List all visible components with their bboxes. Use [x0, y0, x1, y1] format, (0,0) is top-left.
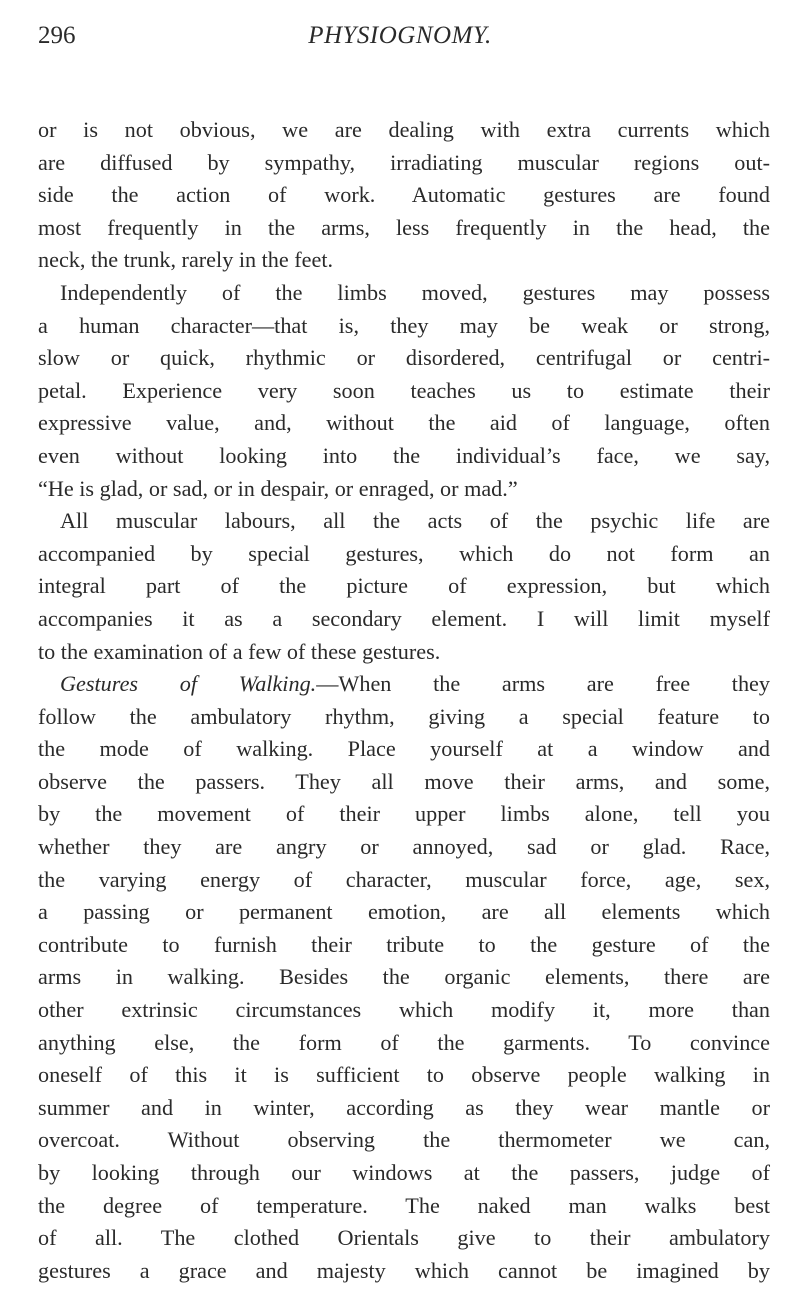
text-line — [38, 375, 770, 408]
line-text: a human character—that is, they may be weak or strong, — [38, 312, 770, 338]
line-text: the mode of walking. Place yourself at a window and — [38, 736, 770, 762]
text-line — [38, 929, 770, 962]
text-line — [38, 961, 770, 994]
line-text: oneself of this it is sufficient to observe people walking in — [38, 1062, 770, 1088]
text-line — [38, 407, 770, 440]
line-text: or is not obvious, we are dealing with extra currents which — [38, 117, 770, 142]
text-line — [38, 147, 770, 180]
line-text: summer and in winter, according as they wear mantle or — [38, 1094, 770, 1120]
text-line — [38, 440, 770, 473]
line-text: contribute to furnish their tribute to the gesture of the — [38, 931, 770, 957]
running-title: PHYSIOGNOMY. — [308, 22, 492, 49]
line-text: to the examination of a few of these gestures. — [38, 638, 441, 664]
text-line — [38, 864, 770, 897]
line-text: the varying energy of character, muscular force, age, sex, — [38, 866, 770, 892]
line-text: even without looking into the individual’s face, we say, — [38, 442, 770, 468]
text-line — [38, 570, 770, 603]
text-line — [38, 1124, 770, 1157]
line-text: expressive value, and, without the aid of language, often — [38, 410, 770, 436]
line-text: gestures a grace and majesty which cannot be imagined by — [38, 1257, 770, 1283]
text-line — [38, 1157, 770, 1190]
text-line — [38, 668, 770, 701]
line-text: All muscular labours, all the acts of the psychic life are — [60, 508, 770, 534]
page-number: 296 — [38, 22, 76, 49]
line-text: —When the arms are free they — [316, 671, 770, 697]
text-line — [38, 701, 770, 734]
line-text: neck, the trunk, rarely in the feet. — [38, 247, 334, 273]
line-text: most frequently in the arms, less frequently in the head, the — [38, 214, 770, 240]
text-line — [38, 244, 770, 277]
line-text: arms in walking. Besides the organic elements, there are — [38, 964, 770, 990]
line-text: accompanies it as a secondary element. I will limit myself — [38, 605, 770, 631]
section-heading-italic: Gestures of Walking. — [60, 671, 317, 697]
text-line — [38, 831, 770, 864]
text-line — [38, 733, 770, 766]
body-text — [38, 114, 770, 1287]
text-line — [38, 310, 770, 343]
text-line — [38, 636, 770, 669]
text-line — [38, 1190, 770, 1223]
text-line — [38, 1255, 770, 1288]
line-text: Independently of the limbs moved, gestures may possess — [60, 279, 770, 305]
line-text: “He is glad, or sad, or in despair, or enraged, or mad.” — [38, 475, 518, 501]
line-text: side the action of work. Automatic gestures are found — [38, 182, 770, 208]
text-line — [38, 798, 770, 831]
line-text: slow or quick, rhythmic or disordered, centrifugal or centri- — [38, 345, 770, 371]
line-text: other extrinsic circumstances which modify it, more than — [38, 997, 770, 1023]
text-line — [38, 212, 770, 245]
line-text: follow the ambulatory rhythm, giving a special feature to — [38, 703, 770, 729]
line-text: overcoat. Without observing the thermometer we can, — [38, 1127, 770, 1153]
text-line — [38, 277, 770, 310]
line-text: a passing or permanent emotion, are all elements which — [38, 899, 770, 925]
text-line — [38, 538, 770, 571]
line-text: of all. The clothed Orientals give to their ambulatory — [38, 1225, 770, 1251]
text-line — [38, 179, 770, 212]
text-line — [38, 473, 770, 506]
text-line — [38, 1059, 770, 1092]
text-line — [38, 603, 770, 636]
line-text: the degree of temperature. The naked man walks best — [38, 1192, 770, 1218]
line-text: anything else, the form of the garments. To convince — [38, 1029, 770, 1055]
line-text: observe the passers. They all move their arms, and some, — [38, 768, 770, 794]
text-line — [38, 342, 770, 375]
line-text: are diffused by sympathy, irradiating muscular regions out- — [38, 149, 770, 175]
text-line — [38, 896, 770, 929]
text-line — [38, 1092, 770, 1125]
line-text: by the movement of their upper limbs alone, tell you — [38, 801, 770, 827]
line-text: whether they are angry or annoyed, sad or glad. Race, — [38, 834, 770, 860]
line-text: by looking through our windows at the passers, judge of — [38, 1160, 770, 1185]
text-line — [38, 114, 770, 147]
text-line — [38, 1222, 770, 1255]
line-text: accompanied by special gestures, which do not form an — [38, 540, 770, 566]
line-text: integral part of the picture of expression, but which — [38, 573, 770, 599]
line-text: petal. Experience very soon teaches us to estimate their — [38, 377, 770, 403]
text-line — [38, 766, 770, 799]
text-line — [38, 505, 770, 538]
text-line — [38, 1027, 770, 1060]
text-line — [38, 994, 770, 1027]
